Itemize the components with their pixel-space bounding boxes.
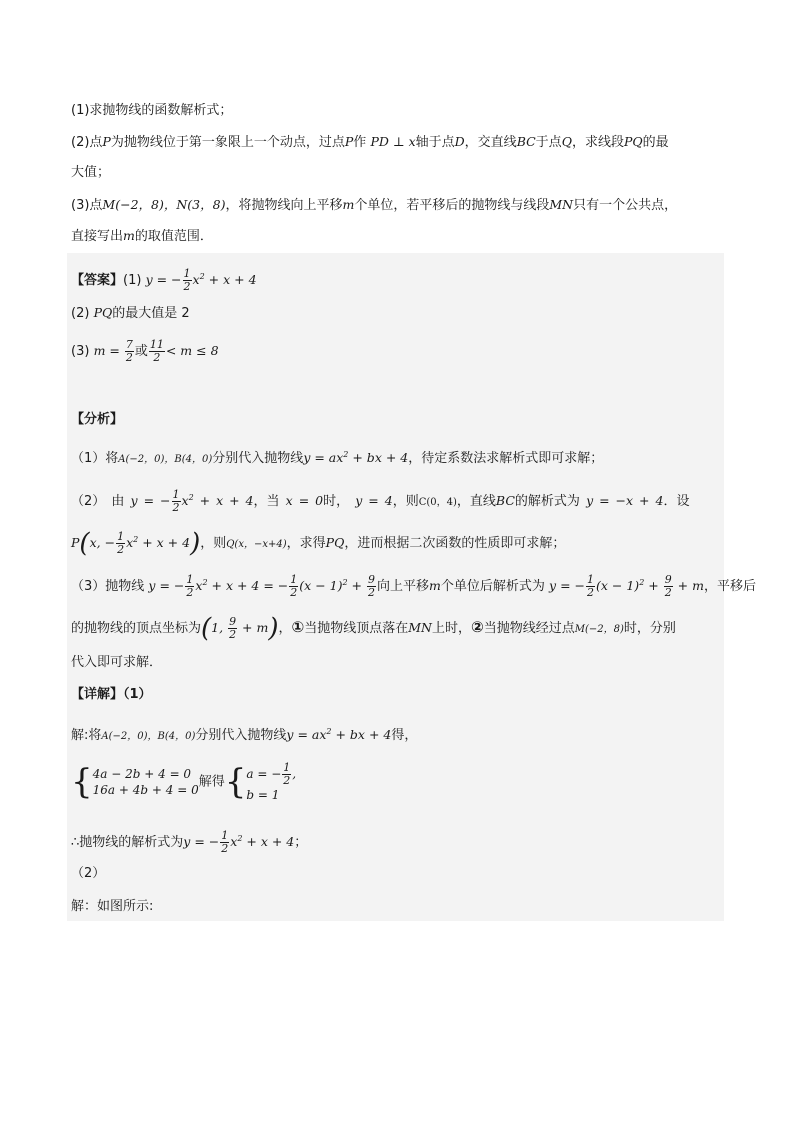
q2-text-h: 的最 bbox=[642, 135, 669, 150]
answer-2 bbox=[71, 303, 190, 324]
q3-points-mn: M(−2，8)，N(3，8) bbox=[102, 197, 226, 212]
answer-3-formula-b: $\frac{11}{2}$ < m ≤ 8 bbox=[149, 338, 219, 364]
analysis-2-line-2 bbox=[71, 525, 566, 559]
analysis-3-a: （3）抛物线 bbox=[71, 579, 145, 595]
system-brace-2: { bbox=[224, 762, 247, 802]
system-eq-2: 16a + 4b + 4 = 0 bbox=[92, 783, 199, 797]
analysis-2-b: ，当 bbox=[253, 494, 280, 510]
q3-text-b: ，将抛物线向上平移 bbox=[225, 198, 343, 213]
detail-label: 【详解】（1） bbox=[71, 687, 152, 702]
analysis-3-f: ， bbox=[278, 621, 292, 636]
detail-1-b: 分别代入抛物线 bbox=[195, 728, 287, 744]
detail-1-c: 得， bbox=[391, 728, 418, 744]
analysis-2-point-c: C(0，4) bbox=[418, 497, 457, 509]
detail-solve-text: 解得 bbox=[198, 774, 225, 790]
question-part-3-line-2 bbox=[71, 226, 213, 247]
analysis-3-line-3 bbox=[71, 653, 162, 673]
detail-3-a: ∴抛物线的解析式为 bbox=[71, 835, 184, 851]
answer-2-prefix: (2) bbox=[71, 306, 90, 321]
answer-1-prefix: (1) bbox=[123, 273, 142, 289]
analysis-2-point-p: P(x, − $\frac{1}{2}$ $x^2 + x + 4$) bbox=[71, 528, 201, 559]
detail-step-1 bbox=[71, 722, 417, 747]
question-part-3 bbox=[71, 195, 677, 216]
analysis-3-m: m bbox=[429, 578, 441, 594]
detail-step-3 bbox=[71, 825, 308, 856]
q3-segment-mn: MN bbox=[549, 197, 574, 212]
q2-text-c: 作 bbox=[353, 135, 367, 150]
detail-3-b: ； bbox=[294, 835, 308, 851]
answer-3-or: 或 bbox=[134, 344, 148, 359]
q2-segment-pq: PQ bbox=[623, 134, 643, 149]
q3-line2-text-b: 的取值范围． bbox=[134, 229, 213, 244]
q1-text: (1)求抛物线的函数解析式； bbox=[71, 103, 233, 118]
system-brace-1: { bbox=[71, 762, 93, 802]
analysis-3-i: 当抛物线经过点 bbox=[483, 621, 575, 636]
analysis-2-formula: y = − $\frac{1}{2}$ $x^2 + x + 4$ bbox=[130, 488, 254, 515]
analysis-2 bbox=[71, 483, 689, 513]
analysis-2-pq: PQ bbox=[325, 535, 345, 551]
answer-1-formula: y = − $\frac{1}{2}$ $x^2 + x + 4$ bbox=[145, 267, 257, 294]
analysis-3-g: 当抛物线顶点落在 bbox=[304, 621, 409, 636]
solution-b: b = 1 bbox=[246, 787, 280, 802]
detail-1-points: A(−2，0)，B(4，0) bbox=[101, 731, 196, 743]
analysis-3-formula: y = − $\frac{1}{2}$ $x^2 + x + 4$ = − $\frac{1}{2}$ $(x - 1)^2$ + $\frac{9}{2}$ bbox=[148, 573, 375, 600]
analysis-2-a: （2） 由 bbox=[71, 494, 125, 510]
analysis-3-k: 代入即可求解． bbox=[71, 655, 163, 670]
answer-label: 【答案】 bbox=[71, 273, 124, 289]
analysis-2-c: 时， bbox=[323, 494, 350, 510]
analysis-1-c: ，待定系数法求解析式即可求解； bbox=[408, 451, 604, 467]
q2-text-a: (2)点 bbox=[71, 135, 103, 150]
analysis-2-y4: y = 4 bbox=[355, 493, 393, 509]
analysis-label-line bbox=[71, 410, 123, 430]
analysis-2-point-q: Q(x，−x+4) bbox=[226, 539, 287, 551]
detail-label-line bbox=[71, 685, 152, 705]
analysis-2-g: ．设 bbox=[663, 494, 690, 510]
analysis-3-j: 时，分别 bbox=[623, 621, 676, 636]
q2-text-e: ，交直线 bbox=[464, 135, 517, 150]
analysis-3-circ2: ② bbox=[471, 618, 484, 636]
analysis-2-bc: BC bbox=[495, 493, 515, 509]
detail-step-4 bbox=[71, 897, 153, 917]
analysis-2-j: ，进而根据二次函数的性质即可求解； bbox=[344, 536, 566, 552]
analysis-1-formula: $y = ax^2$ + bx + 4 bbox=[303, 450, 409, 466]
answer-3-formula-a: m = $\frac{7}{2}$ bbox=[93, 338, 133, 364]
answer-1 bbox=[71, 263, 257, 294]
q3-var-m: m bbox=[342, 197, 355, 212]
question-part-1 bbox=[71, 101, 232, 121]
question-part-2 bbox=[71, 132, 669, 153]
detail-1-formula: $y = ax^2$ + bx + 4 bbox=[286, 727, 392, 743]
analysis-3-b: 向上平移 bbox=[377, 579, 430, 595]
q2-point-d: D bbox=[454, 134, 465, 149]
analysis-3-mn: MN bbox=[408, 620, 432, 635]
analysis-3-d: ，平移后 bbox=[703, 579, 756, 595]
solution-a: a = − $\frac{1}{2}$ , bbox=[246, 760, 297, 787]
analysis-3-c: 个单位后解析式为 bbox=[440, 579, 545, 595]
analysis-3-circ1: ① bbox=[291, 618, 305, 636]
q2-text-g: ，求线段 bbox=[571, 135, 624, 150]
analysis-label: 【分析】 bbox=[71, 412, 124, 427]
answer-2-text: 的最大值是 2 bbox=[112, 306, 190, 321]
q2-point-q: Q bbox=[561, 134, 572, 149]
q2-text-b: 为抛物线位于第一象限上一个动点，过点 bbox=[110, 135, 345, 150]
q3-text-d: 只有一个公共点， bbox=[573, 198, 678, 213]
q3-text-c: 个单位，若平移后的抛物线与线段 bbox=[354, 198, 550, 213]
detail-4-text: 解：如图所示: bbox=[71, 899, 154, 914]
analysis-2-h: ，则 bbox=[200, 536, 227, 552]
analysis-2-x0: x = 0 bbox=[285, 493, 324, 509]
detail-1-a: 解:将 bbox=[71, 728, 102, 744]
q3-line2-text-a: 直接写出 bbox=[71, 229, 124, 244]
answer-3 bbox=[71, 337, 219, 365]
system-eq-1: 4a − 2b + 4 = 0 bbox=[92, 767, 192, 781]
analysis-3-line-2 bbox=[71, 611, 676, 643]
q2-point-p-2: P bbox=[344, 134, 354, 149]
analysis-3-shifted: y = − $\frac{1}{2}$ $(x - 1)^2$ + $\frac{9}{2}$ + m bbox=[549, 573, 704, 600]
q2-line-bc: BC bbox=[516, 134, 536, 149]
analysis-3 bbox=[71, 568, 756, 598]
q2-text-d: 轴于点 bbox=[415, 135, 455, 150]
detail-3-formula: y = − $\frac{1}{2}$ $x^2 + x + 4$ bbox=[183, 829, 295, 856]
analysis-2-f: 的解析式为 bbox=[514, 494, 580, 510]
answer-2-pq: PQ bbox=[93, 305, 113, 320]
analysis-1-points: A(−2，0)，B(4，0) bbox=[118, 454, 213, 466]
analysis-1-a: （1）将 bbox=[71, 451, 119, 467]
q3-line2-var-m: m bbox=[123, 228, 135, 243]
q2-text-f: 于点 bbox=[535, 135, 562, 150]
analysis-2-i: ，求得 bbox=[286, 536, 326, 552]
answer-3-prefix: (3) bbox=[71, 344, 90, 359]
analysis-3-e: 的抛物线的顶点坐标为 bbox=[71, 621, 202, 636]
analysis-2-line-eq: y = −x + 4 bbox=[586, 493, 664, 509]
detail-part-2 bbox=[71, 864, 105, 884]
detail-system bbox=[71, 756, 296, 808]
analysis-1 bbox=[71, 445, 603, 470]
analysis-2-e: ，直线 bbox=[456, 494, 496, 510]
system-solution bbox=[246, 762, 296, 803]
detail-part2-label: （2） bbox=[71, 866, 106, 881]
q2-perp: PD ⊥ x bbox=[370, 134, 416, 149]
analysis-3-point-m: M(−2，8) bbox=[574, 624, 624, 635]
q2-line2-text: 大值； bbox=[71, 165, 111, 180]
analysis-1-b: 分别代入抛物线 bbox=[212, 451, 304, 467]
analysis-2-d: ，则 bbox=[392, 494, 419, 510]
analysis-3-h: 上时， bbox=[432, 621, 472, 636]
q2-point-p: P bbox=[102, 134, 111, 149]
question-part-2-line-2 bbox=[71, 163, 110, 183]
q3-text-a: (3)点 bbox=[71, 198, 103, 213]
system-equations-1 bbox=[93, 766, 199, 798]
analysis-3-vertex: (1, $\frac{9}{2}$ + m) bbox=[201, 613, 279, 644]
